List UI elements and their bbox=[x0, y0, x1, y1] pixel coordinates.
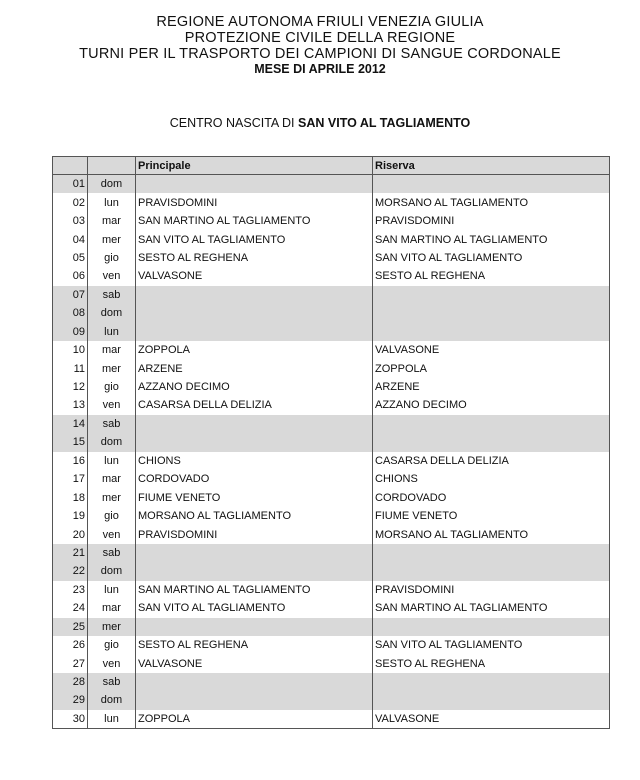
principale-cell: SAN MARTINO AL TAGLIAMENTO bbox=[136, 581, 373, 599]
riserva-cell: FIUME VENETO bbox=[373, 507, 610, 525]
day-cell: 06 bbox=[53, 267, 88, 285]
principale-cell bbox=[136, 618, 373, 636]
principale-cell bbox=[136, 415, 373, 433]
principale-cell: SESTO AL REGHENA bbox=[136, 249, 373, 267]
weekday-cell: ven bbox=[88, 654, 136, 672]
month-value: APRILE 2012 bbox=[308, 62, 386, 76]
riserva-cell: VALVASONE bbox=[373, 341, 610, 359]
table-header-row bbox=[53, 157, 610, 175]
day-cell: 15 bbox=[53, 433, 88, 451]
riserva-cell: SAN MARTINO AL TAGLIAMENTO bbox=[373, 599, 610, 617]
weekday-cell: lun bbox=[88, 323, 136, 341]
weekday-cell: lun bbox=[88, 710, 136, 729]
day-cell: 01 bbox=[53, 175, 88, 194]
weekday-cell: lun bbox=[88, 193, 136, 211]
riserva-cell bbox=[373, 286, 610, 304]
table-row bbox=[53, 193, 610, 211]
table-row bbox=[53, 286, 610, 304]
day-cell: 12 bbox=[53, 378, 88, 396]
riserva-cell: MORSANO AL TAGLIAMENTO bbox=[373, 525, 610, 543]
table-row bbox=[53, 525, 610, 543]
weekday-cell: ven bbox=[88, 267, 136, 285]
table-row bbox=[53, 249, 610, 267]
weekday-cell: mer bbox=[88, 488, 136, 506]
day-cell: 20 bbox=[53, 525, 88, 543]
day-cell: 07 bbox=[53, 286, 88, 304]
day-cell: 09 bbox=[53, 323, 88, 341]
riserva-cell: SESTO AL REGHENA bbox=[373, 654, 610, 672]
day-cell: 28 bbox=[53, 673, 88, 691]
day-cell: 23 bbox=[53, 581, 88, 599]
day-cell: 11 bbox=[53, 359, 88, 377]
table-row bbox=[53, 396, 610, 414]
day-cell: 22 bbox=[53, 562, 88, 580]
shift-table bbox=[52, 156, 610, 729]
principale-cell: AZZANO DECIMO bbox=[136, 378, 373, 396]
weekday-cell: dom bbox=[88, 175, 136, 194]
day-cell: 21 bbox=[53, 544, 88, 562]
weekday-cell: sab bbox=[88, 286, 136, 304]
table-row bbox=[53, 544, 610, 562]
riserva-cell: VALVASONE bbox=[373, 710, 610, 729]
weekday-cell: sab bbox=[88, 415, 136, 433]
region-title: REGIONE AUTONOMA FRIULI VENEZIA GIULIA bbox=[156, 14, 484, 30]
principale-cell: VALVASONE bbox=[136, 267, 373, 285]
riserva-cell bbox=[373, 415, 610, 433]
weekday-cell: mer bbox=[88, 359, 136, 377]
riserva-cell bbox=[373, 304, 610, 322]
riserva-cell bbox=[373, 433, 610, 451]
weekday-cell: mer bbox=[88, 618, 136, 636]
weekday-cell: lun bbox=[88, 452, 136, 470]
day-cell: 13 bbox=[53, 396, 88, 414]
month-line bbox=[0, 62, 640, 76]
table-row bbox=[53, 452, 610, 470]
principale-cell bbox=[136, 433, 373, 451]
principale-cell: PRAVISDOMINI bbox=[136, 525, 373, 543]
riserva-cell: SESTO AL REGHENA bbox=[373, 267, 610, 285]
table-body bbox=[53, 175, 610, 729]
weekday-cell: gio bbox=[88, 507, 136, 525]
riserva-cell: PRAVISDOMINI bbox=[373, 581, 610, 599]
principale-cell: VALVASONE bbox=[136, 654, 373, 672]
riserva-cell: AZZANO DECIMO bbox=[373, 396, 610, 414]
header-day bbox=[53, 157, 88, 175]
table-row bbox=[53, 618, 610, 636]
weekday-cell: ven bbox=[88, 525, 136, 543]
day-cell: 03 bbox=[53, 212, 88, 230]
riserva-cell bbox=[373, 673, 610, 691]
table-row bbox=[53, 415, 610, 433]
riserva-cell bbox=[373, 618, 610, 636]
day-cell: 27 bbox=[53, 654, 88, 672]
day-cell: 29 bbox=[53, 691, 88, 709]
principale-cell: ARZENE bbox=[136, 359, 373, 377]
table-row bbox=[53, 673, 610, 691]
weekday-cell: dom bbox=[88, 691, 136, 709]
principale-cell: SAN VITO AL TAGLIAMENTO bbox=[136, 230, 373, 248]
day-cell: 30 bbox=[53, 710, 88, 729]
riserva-cell: CHIONS bbox=[373, 470, 610, 488]
day-cell: 08 bbox=[53, 304, 88, 322]
weekday-cell: dom bbox=[88, 433, 136, 451]
principale-cell bbox=[136, 544, 373, 562]
riserva-cell bbox=[373, 544, 610, 562]
riserva-cell: CASARSA DELLA DELIZIA bbox=[373, 452, 610, 470]
table-row bbox=[53, 488, 610, 506]
riserva-cell: SAN VITO AL TAGLIAMENTO bbox=[373, 636, 610, 654]
weekday-cell: sab bbox=[88, 673, 136, 691]
riserva-cell bbox=[373, 562, 610, 580]
weekday-cell: lun bbox=[88, 581, 136, 599]
document-header bbox=[0, 14, 640, 76]
principale-cell: CHIONS bbox=[136, 452, 373, 470]
principale-cell bbox=[136, 562, 373, 580]
table-row bbox=[53, 175, 610, 194]
principale-cell: CASARSA DELLA DELIZIA bbox=[136, 396, 373, 414]
table-row bbox=[53, 359, 610, 377]
riserva-cell bbox=[373, 691, 610, 709]
riserva-cell: MORSANO AL TAGLIAMENTO bbox=[373, 193, 610, 211]
table-row bbox=[53, 304, 610, 322]
header-principale: Principale bbox=[136, 157, 373, 175]
weekday-cell: gio bbox=[88, 249, 136, 267]
day-cell: 26 bbox=[53, 636, 88, 654]
header-weekday bbox=[88, 157, 136, 175]
weekday-cell: gio bbox=[88, 636, 136, 654]
table-row bbox=[53, 470, 610, 488]
table-row bbox=[53, 581, 610, 599]
riserva-cell: PRAVISDOMINI bbox=[373, 212, 610, 230]
department-title: PROTEZIONE CIVILE DELLA REGIONE bbox=[184, 30, 456, 46]
principale-cell: ZOPPOLA bbox=[136, 341, 373, 359]
principale-cell: CORDOVADO bbox=[136, 470, 373, 488]
weekday-cell: ven bbox=[88, 396, 136, 414]
table-row bbox=[53, 710, 610, 729]
riserva-cell bbox=[373, 323, 610, 341]
principale-cell: FIUME VENETO bbox=[136, 488, 373, 506]
principale-cell: SAN VITO AL TAGLIAMENTO bbox=[136, 599, 373, 617]
day-cell: 04 bbox=[53, 230, 88, 248]
principale-cell bbox=[136, 323, 373, 341]
riserva-cell: ZOPPOLA bbox=[373, 359, 610, 377]
table-row bbox=[53, 507, 610, 525]
principale-cell: PRAVISDOMINI bbox=[136, 193, 373, 211]
day-cell: 19 bbox=[53, 507, 88, 525]
day-cell: 18 bbox=[53, 488, 88, 506]
day-cell: 05 bbox=[53, 249, 88, 267]
table-row bbox=[53, 433, 610, 451]
riserva-cell: SAN MARTINO AL TAGLIAMENTO bbox=[373, 230, 610, 248]
table-row bbox=[53, 378, 610, 396]
birth-center-prefix: CENTRO NASCITA DI bbox=[169, 116, 299, 130]
day-cell: 16 bbox=[53, 452, 88, 470]
table-row bbox=[53, 562, 610, 580]
birth-center-line bbox=[0, 116, 640, 130]
principale-cell: SESTO AL REGHENA bbox=[136, 636, 373, 654]
riserva-cell bbox=[373, 175, 610, 194]
birth-center-name: SAN VITO AL TAGLIAMENTO bbox=[298, 116, 471, 130]
principale-cell bbox=[136, 286, 373, 304]
month-prefix: MESE DI bbox=[254, 62, 309, 76]
weekday-cell: gio bbox=[88, 378, 136, 396]
day-cell: 24 bbox=[53, 599, 88, 617]
day-cell: 10 bbox=[53, 341, 88, 359]
weekday-cell: mer bbox=[88, 230, 136, 248]
principale-cell: ZOPPOLA bbox=[136, 710, 373, 729]
principale-cell: SAN MARTINO AL TAGLIAMENTO bbox=[136, 212, 373, 230]
header-riserva: Riserva bbox=[373, 157, 610, 175]
day-cell: 02 bbox=[53, 193, 88, 211]
principale-cell bbox=[136, 304, 373, 322]
table-row bbox=[53, 341, 610, 359]
day-cell: 14 bbox=[53, 415, 88, 433]
weekday-cell: mar bbox=[88, 212, 136, 230]
principale-cell bbox=[136, 691, 373, 709]
table-row bbox=[53, 230, 610, 248]
principale-cell bbox=[136, 175, 373, 194]
table-row bbox=[53, 636, 610, 654]
principale-cell: MORSANO AL TAGLIAMENTO bbox=[136, 507, 373, 525]
table-row bbox=[53, 267, 610, 285]
weekday-cell: dom bbox=[88, 304, 136, 322]
riserva-cell: SAN VITO AL TAGLIAMENTO bbox=[373, 249, 610, 267]
riserva-cell: ARZENE bbox=[373, 378, 610, 396]
weekday-cell: mar bbox=[88, 599, 136, 617]
table-row bbox=[53, 323, 610, 341]
table-row bbox=[53, 212, 610, 230]
weekday-cell: mar bbox=[88, 470, 136, 488]
weekday-cell: mar bbox=[88, 341, 136, 359]
table-row bbox=[53, 654, 610, 672]
day-cell: 17 bbox=[53, 470, 88, 488]
day-cell: 25 bbox=[53, 618, 88, 636]
document-title: TURNI PER IL TRASPORTO DEI CAMPIONI DI SANGUE CORDONALE bbox=[79, 46, 561, 62]
table-row bbox=[53, 599, 610, 617]
principale-cell bbox=[136, 673, 373, 691]
weekday-cell: dom bbox=[88, 562, 136, 580]
weekday-cell: sab bbox=[88, 544, 136, 562]
table-row bbox=[53, 691, 610, 709]
riserva-cell: CORDOVADO bbox=[373, 488, 610, 506]
